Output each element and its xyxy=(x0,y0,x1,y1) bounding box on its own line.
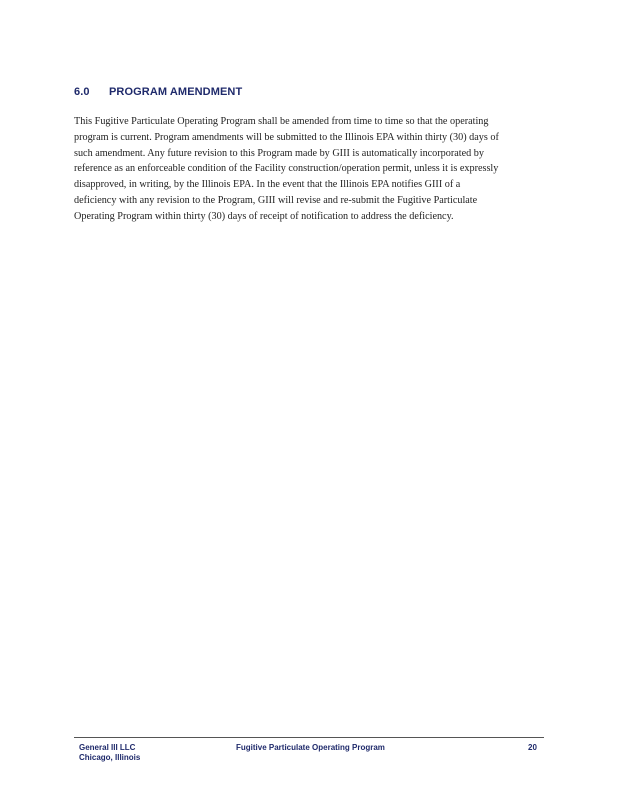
paragraph-line: Operating Program within thirty (30) days of receipt of notification to address the deficiency. xyxy=(74,210,454,222)
paragraph-line: such amendment. Any future revision to this Program made by GIII is automatically incorporated by xyxy=(74,147,484,159)
paragraph-line: This Fugitive Particulate Operating Program shall be amended from time to time so that the operating xyxy=(74,116,489,127)
footer-document-title: Fugitive Particulate Operating Program xyxy=(236,743,385,752)
footer-page-number: 20 xyxy=(528,743,537,752)
footer-company: General III LLC xyxy=(79,743,136,752)
section-heading xyxy=(74,86,242,98)
footer-city: Chicago, Illinois xyxy=(79,753,141,762)
paragraph-line: deficiency with any revision to the Program, GIII will revise and re-submit the Fugitive Particulate xyxy=(74,194,478,206)
footer-divider xyxy=(74,737,544,738)
body-paragraph xyxy=(74,114,544,225)
section-title: PROGRAM AMENDMENT xyxy=(109,86,243,98)
paragraph-line: program is current. Program amendments will be submitted to the Illinois EPA within thirty (30) days of xyxy=(74,131,499,143)
section-number: 6.0 xyxy=(74,86,90,98)
paragraph-line: reference as an enforceable condition of the Facility construction/operation permit, unless it is expressly xyxy=(74,163,499,175)
paragraph-line: disapproved, in writing, by the Illinois EPA. In the event that the Illinois EPA notifies GIII of a xyxy=(74,179,461,191)
